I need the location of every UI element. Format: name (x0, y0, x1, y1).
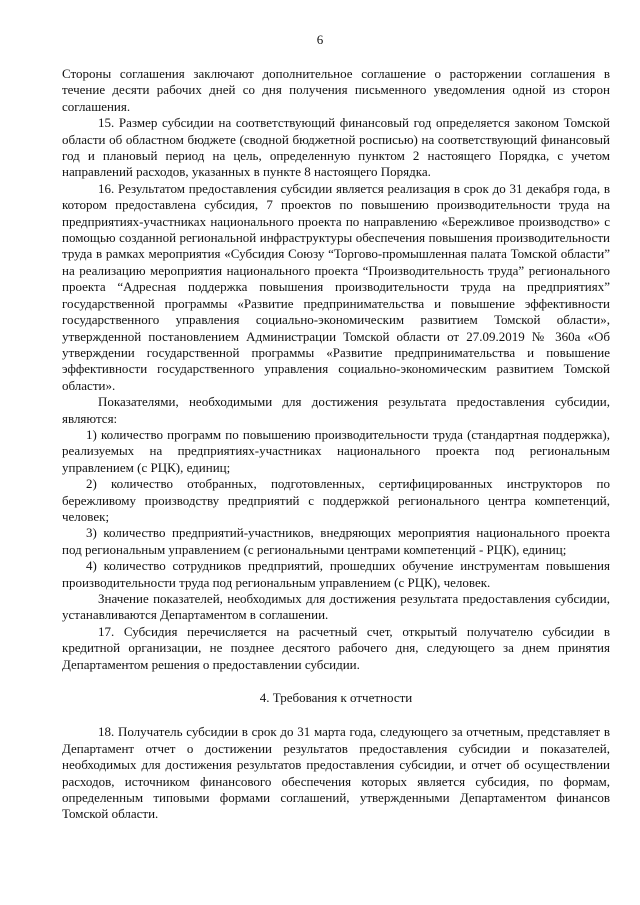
indicator-item-1: 1) количество программ по повышению производительности труда (стандартная поддержка), реализуемых на предприятиях-участниках национального проекта под региональным управлением (с РЦК), единиц; (62, 426, 610, 475)
section-heading: 4. Требования к отчетности (259, 690, 413, 706)
document-body (62, 66, 610, 823)
indicator-item-4: 4) количество сотрудников предприятий, прошедших обучение инструментам повышения производительности труда под региональным управлением (с РЦК), человек. (62, 558, 610, 590)
indicator-item-3: 3) количество предприятий-участников, внедряющих мероприятия национального проекта под региональным управлением (с региональными центрами компетенций - РЦК), единиц; (62, 525, 610, 557)
paragraph-18: 18. Получатель субсидии в срок до 31 марта года, следующего за отчетным, представляет в Департамент отчет о достижении результатов предоставления субсидии и показателей, необходимых для достижения результатов предоставления субсидии, и отчет об осуществлении расходов, источником финансового обеспечения которых является субсидия, по формам, определенным типовыми формами соглашений, утвержденными Департаментом финансов Томской области. (62, 724, 610, 822)
paragraph-termination: Стороны соглашения заключают дополнительное соглашение о расторжении соглашения в течение десяти рабочих дней со дня получения письменного уведомления одной из сторон соглашения. (62, 66, 610, 114)
paragraph-16: 16. Результатом предоставления субсидии является реализация в срок до 31 декабря года, в котором предоставлена субсидия, 7 проектов по повышению производительности труда на предприятиях-участниках национального проекта по направлению «Бережливое производство» с помощью созданной региональной инфраструктуры обеспечения повышения производительности труда в рамках мероприятия «Субсидия Союзу “Торгово-промышленная палата Томской области” на реализацию мероприятия национального проекта “Производительность труда” регионального проекта “Адресная поддержка повышения производительности труда на предприятиях” государственной программы «Развитие предпринимательства и повышение эффективности государственного управления социально-экономическим развитием Томской области», утвержденной постановлением Администрации Томской области от 27.09.2019 № 360а «Об утверждении государственной программы «Развитие предпринимательства и повышение эффективности государственного управления социально-экономическим развитием Томской области». (62, 180, 610, 393)
page-number: 6 (316, 32, 324, 47)
paragraph-indicator-values: Значение показателей, необходимых для достижения результата предоставления субсидии, устанавливаются Департаментом в соглашении. (62, 591, 610, 623)
paragraph-17: 17. Субсидия перечисляется на расчетный счет, открытый получателю субсидии в кредитной организации, не позднее десятого рабочего дня, следующего за днем принятия Департаментом решения о предоставлении субсидии. (62, 623, 610, 672)
paragraph-indicators-intro: Показателями, необходимыми для достижения результата предоставления субсидии, являются: (62, 394, 610, 426)
paragraph-15: 15. Размер субсидии на соответствующий финансовый год определяется законом Томской области об областном бюджете (сводной бюджетной росписью) на соответствующий финансовый год и плановый период на цель, определенную пунктом 2 настоящего Порядка, с учетом направлений расходов, указанных в пункте 8 настоящего Порядка. (62, 115, 610, 180)
indicator-item-2: 2) количество отобранных, подготовленных, сертифицированных инструкторов по бережливому производству предприятий с поддержкой регионального центра компетенций, человек; (62, 476, 610, 524)
